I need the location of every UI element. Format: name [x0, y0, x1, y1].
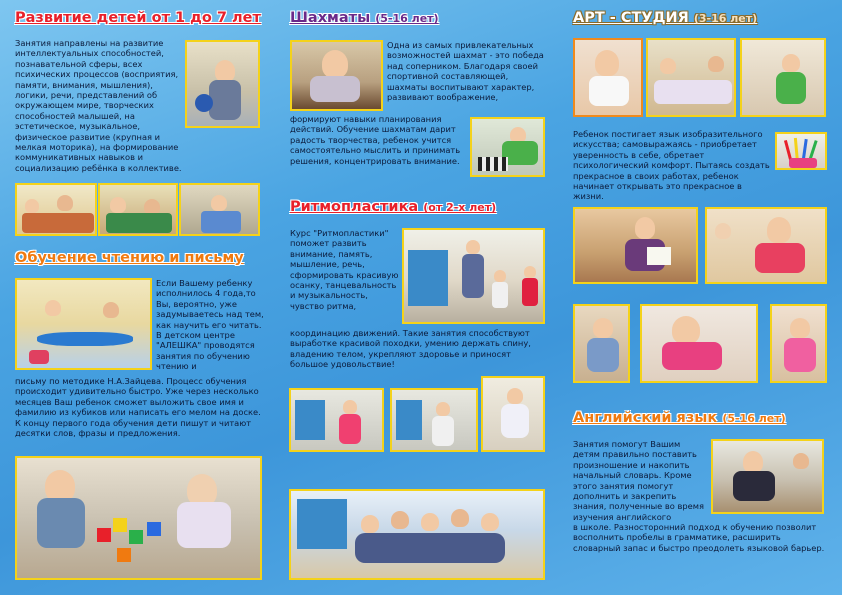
art-photo-3	[740, 38, 826, 117]
development-photo-toddler	[185, 40, 260, 128]
english-text-side: Занятия помогут Вашим детям правильно поставить произношение и накопить начальный словарь. Кроме этого занятия помогут дополнить и закрепить знания, полученные во время изучения английского	[573, 439, 704, 522]
art-photo-4	[573, 207, 698, 284]
chess-title: Шахматы (5-16 лет)	[290, 10, 439, 26]
rhythm-text-side: Курс "Ритмопластики" поможет развить внимание, память, мышление, речь, сформировать красивую осанку, танцевальность и музыкальность, чувство ритма,	[290, 228, 399, 311]
development-title: Развитие детей от 1 до 7 лет	[15, 10, 261, 26]
rhythm-text: координацию движений. Такие занятия способствуют выработке красивой походки, умению держать спину, владению телом, укрепляют здоровье и приносят большое удовольствие!	[290, 328, 531, 370]
rhythm-photo-group	[289, 489, 545, 580]
development-photo-group-2	[98, 183, 178, 236]
rhythm-photo-girl-1	[289, 388, 384, 452]
art-photo-pencils	[775, 132, 827, 170]
reading-photo-blocks	[15, 456, 262, 580]
art-photo-5	[705, 207, 827, 284]
art-photo-8	[770, 304, 827, 383]
reading-text: письму по методике Н.А.Зайцева. Процесс обучения происходит удивительно быстро. Уже через несколько месяцев Ваш ребенок сможет выложить свое имя и фамилию из кубиков или написать его мелом на доске. К концу первого года обучения дети пишут и читают десятки слов, фразы и предложения.	[15, 376, 261, 439]
english-age: (5-16 лет)	[722, 412, 786, 425]
art-photo-7	[640, 304, 758, 383]
chess-text-side: Одна из самых привлекательных возможностей шахмат - это победа над соперником. Благодаря своей спортивной составляющей, шахматы воспитывают характер, развивают воображение,	[387, 40, 544, 103]
chess-age: (5-16 лет)	[375, 12, 439, 25]
rhythm-title: Ритмопластика (от 2-х лет)	[290, 199, 497, 215]
reading-title: Обучение чтению и письму	[15, 250, 244, 266]
english-title: Английский язык (5-16 лет)	[573, 410, 786, 426]
art-text: Ребенок постигает язык изобразительного искусства; самовыражаясь - приобретает уверенность в себе, обретает психологический комфорт. Пытаясь создать прекрасное в своих работах, ребенок начинает открывать это прекрасное в жизни.	[573, 129, 770, 202]
art-photo-2	[646, 38, 736, 117]
development-photo-group-1	[15, 183, 97, 236]
art-title: АРТ - СТУДИЯ (3-16 лет)	[573, 10, 758, 26]
art-age: (3-16 лет)	[693, 12, 758, 25]
art-photo-1	[573, 38, 643, 117]
reading-photo-table	[15, 278, 152, 370]
development-text: Занятия направлены на развитие интеллектуальных способностей, познавательной сферы, всех психических процессов (восприятия, памяти, внимания, мышления), логики, речи, представлений об окружающем мире, творческих способностей малышей, на эстетическое, музыкальное, физическое развитие (крупная и мелкая моторика), на формирование коммуникативных навыков и социализацию ребёнка в коллективе.	[15, 38, 182, 173]
rhythm-photo-hall	[402, 228, 545, 324]
art-photo-6	[573, 304, 630, 383]
chess-text: формируют навыки планирования действий. Обучение шахматам дарит радость творчества, ребенок учится самостоятельно мыслить и принимать решения, концентрировать внимание.	[290, 114, 461, 166]
rhythm-photo-girl-2	[390, 388, 478, 452]
rhythm-photo-girl-3	[481, 376, 545, 452]
development-photo-group-3	[179, 183, 260, 236]
chess-photo-boy	[290, 40, 383, 111]
english-text: в школе. Разносторонний подход к обучению позволит восполнить пробелы в грамматике, расширить словарный запас и быстро преодолеть языковой барьер.	[573, 522, 825, 553]
chess-photo-board	[470, 117, 545, 177]
english-photo-class	[711, 439, 824, 514]
reading-text-side: Если Вашему ребенку исполнилось 4 года,то Вы, вероятно, уже задумываетесь над тем, как научить его читать. В детском центре "АЛЕШКА" проводятся занятия по обучению чтению и	[156, 278, 264, 372]
rhythm-age: (от 2-х лет)	[423, 201, 497, 214]
